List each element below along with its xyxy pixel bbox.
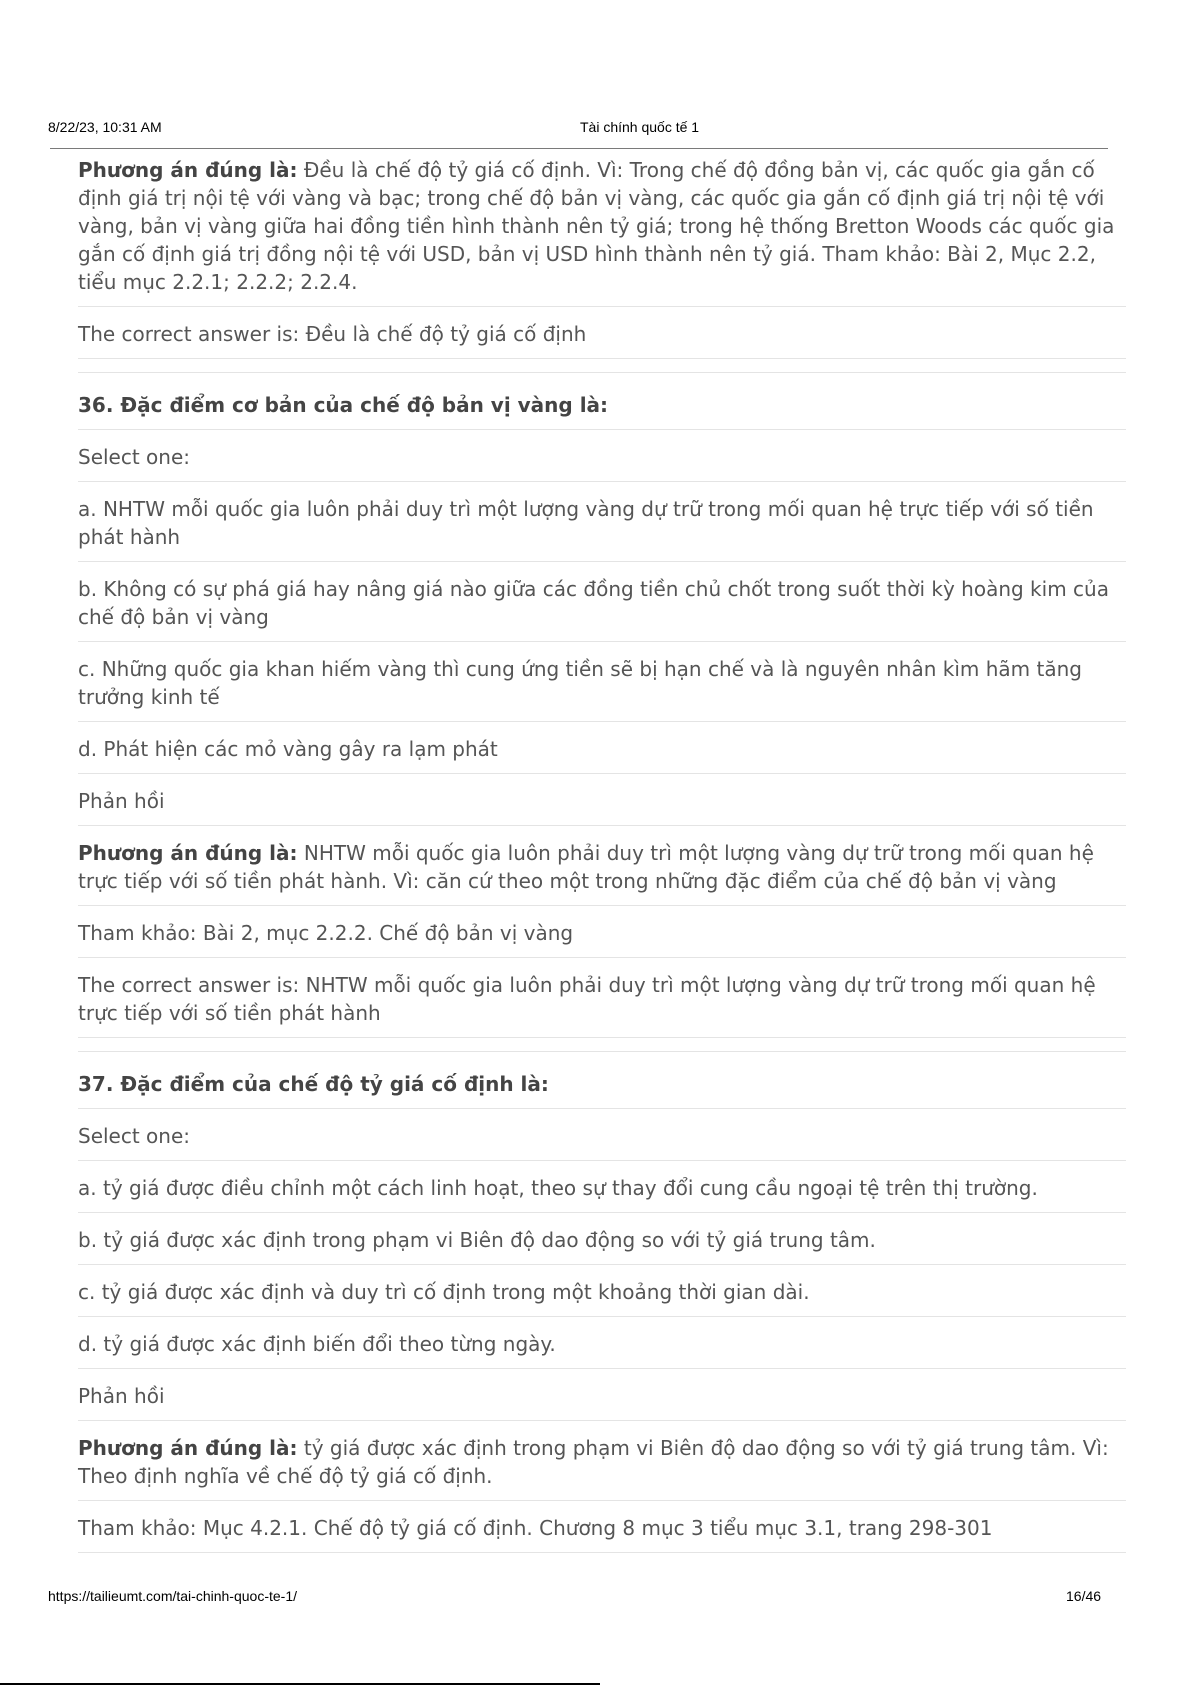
- question-36-title: 36. Đặc điểm cơ bản của chế độ bản vị vàng là:: [78, 391, 1126, 430]
- page-title: Tài chính quốc tế 1: [580, 119, 700, 135]
- question-36-answer-explanation: Phương án đúng là: NHTW mỗi quốc gia luôn phải duy trì một lượng vàng dự trữ trong mối quan hệ trực tiếp với số tiền phát hành. Vì: căn cứ theo một trong những đặc điểm của chế độ bản vị vàng: [78, 839, 1126, 906]
- previous-correct-answer: The correct answer is: Đều là chế độ tỷ giá cố định: [78, 320, 1126, 359]
- question-36-option-a[interactable]: a. NHTW mỗi quốc gia luôn phải duy trì một lượng vàng dự trữ trong mối quan hệ trực tiếp với số tiền phát hành: [78, 495, 1126, 562]
- question-37-select-prompt: Select one:: [78, 1122, 1126, 1161]
- print-datetime: 8/22/23, 10:31 AM: [48, 119, 162, 135]
- question-37-title: 37. Đặc điểm của chế độ tỷ giá cố định là:: [78, 1070, 1126, 1109]
- question-37-option-a[interactable]: a. tỷ giá được điều chỉnh một cách linh hoạt, theo sự thay đổi cung cầu ngoại tệ trên thị trường.: [78, 1174, 1126, 1213]
- question-36-correct-answer: The correct answer is: NHTW mỗi quốc gia luôn phải duy trì một lượng vàng dự trữ trong mối quan hệ trực tiếp với số tiền phát hành: [78, 971, 1126, 1038]
- question-37-option-d[interactable]: d. tỷ giá được xác định biến đổi theo từng ngày.: [78, 1330, 1126, 1369]
- question-36-option-d[interactable]: d. Phát hiện các mỏ vàng gây ra lạm phát: [78, 735, 1126, 774]
- header-divider: [50, 148, 1108, 149]
- question-36-select-prompt: Select one:: [78, 443, 1126, 482]
- question-37-option-c[interactable]: c. tỷ giá được xác định và duy trì cố định trong một khoảng thời gian dài.: [78, 1278, 1126, 1317]
- question-separator: [78, 372, 1126, 373]
- question-37-reference: Tham khảo: Mục 4.2.1. Chế độ tỷ giá cố định. Chương 8 mục 3 tiểu mục 3.1, trang 298-301: [78, 1514, 1126, 1553]
- previous-feedback: Phương án đúng là: Đều là chế độ tỷ giá cố định. Vì: Trong chế độ đồng bản vị, các quốc gia gắn cố định giá trị nội tệ với vàng và bạc; trong chế độ bản vị vàng, các quốc gia gắn cố định giá trị nội tệ với vàng, bản vị vàng giữa hai đồng tiền hình thành nên tỷ giá; trong hệ thống Bretton Woods các quốc gia gắn cố định giá trị đồng nội tệ với USD, bản vị USD hình thành nên tỷ giá. Tham khảo: Bài 2, Mục 2.2, tiểu mục 2.2.1; 2.2.2; 2.2.4.: [78, 156, 1126, 307]
- question-36-option-b[interactable]: b. Không có sự phá giá hay nâng giá nào giữa các đồng tiền chủ chốt trong suốt thời kỳ hoàng kim của chế độ bản vị vàng: [78, 575, 1126, 642]
- quiz-content: [78, 156, 1126, 1566]
- question-37-option-b[interactable]: b. tỷ giá được xác định trong phạm vi Biên độ dao động so với tỷ giá trung tâm.: [78, 1226, 1126, 1265]
- question-36-reference: Tham khảo: Bài 2, mục 2.2.2. Chế độ bản vị vàng: [78, 919, 1126, 958]
- page-number: 16/46: [1066, 1588, 1102, 1604]
- page-url: https://tailieumt.com/tai-chinh-quoc-te-1/: [48, 1588, 297, 1604]
- question-37-feedback-title: Phản hồi: [78, 1382, 1126, 1421]
- question-36-feedback-title: Phản hồi: [78, 787, 1126, 826]
- question-separator: [78, 1051, 1126, 1052]
- question-36-option-c[interactable]: c. Những quốc gia khan hiếm vàng thì cung ứng tiền sẽ bị hạn chế và là nguyên nhân kìm hãm tăng trưởng kinh tế: [78, 655, 1126, 722]
- question-37-answer-explanation: Phương án đúng là: tỷ giá được xác định trong phạm vi Biên độ dao động so với tỷ giá trung tâm. Vì: Theo định nghĩa về chế độ tỷ giá cố định.: [78, 1434, 1126, 1501]
